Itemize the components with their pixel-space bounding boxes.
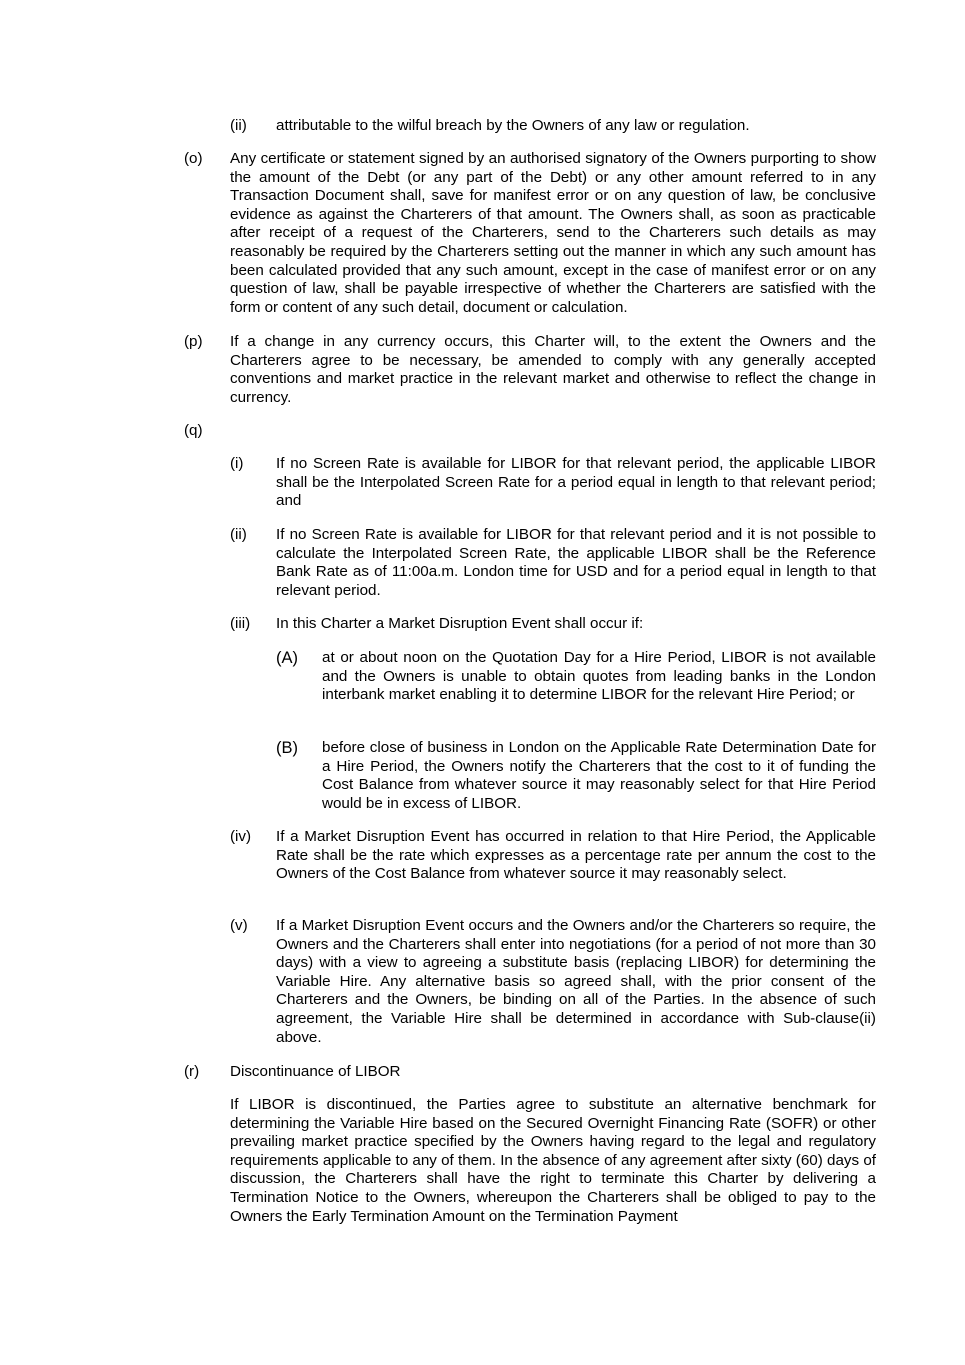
clause-r-text: If LIBOR is discontinued, the Parties agree to substitute an alternative benchmark for determining the Variable Hire based on the Secured Overnight Financing Rate (SOFR) or other prevailing market practice specified by the Owners having regard to the legal and regulatory requirements applicable to any of them. In the absence of any agreement after sixty (60) days of discussion, the Charterers shall have the right to terminate this Charter by delivering a Termination Notice to the Owners, whereupon the Charterers shall be obliged to pay to the Owners the Early Termination Amount on the Termination Payment (230, 1096, 876, 1225)
clause-label: (q) (184, 422, 203, 439)
clause-text: Any certificate or statement signed by an authorised signatory of the Owners purporting to show the amount of the Debt (or any part of the Debt) or any other amount referred to in any Transaction Document shall, save for manifest error or on any question of law, be conclusive evidence as against the Charterers of that amount. The Owners shall, as soon as practicable after receipt of a request of the Charterers, send to the Charterers such details as may reasonably be required by the Charterers setting out the manner in which any such amount has been calculated provided that any such amount, except in the case of manifest error or on any question of law, shall be payable irrespective of whether the Charterers are satisfied with the form or content of any such detail, document or calculation. (230, 150, 876, 316)
subitem-text: at or about noon on the Quotation Day for a Hire Period, LIBOR is not available and the Owners is unable to obtain quotes from leading banks in the London interbank market enabling it to determine LIBOR for the relevant Hire Period; or (322, 649, 876, 704)
item-text: If a Market Disruption Event occurs and the Owners and/or the Charterers so require, the Owners and the Charterers shall enter into negotiations (for a period of not more than 30 days) with a view to agreeing a substitute basis (replacing LIBOR) for determining the Variable Hire. Any alternative basis so agreed shall, with the prior consent of the Charterers and the Owners, be binding on all of the Parties. In the absence of such agreement, the Variable Hire shall be determined in accordance with Sub-clause(ii) above. (276, 917, 876, 1046)
item-text: If a Market Disruption Event has occurred in relation to that Hire Period, the Applicable Rate shall be the rate which expresses as a percentage rate per annum the cost to the Owners of the Cost Balance from whatever source it may reasonably select. (276, 828, 876, 883)
subitem-label: (A) (276, 649, 298, 667)
item-label: (ii) (230, 526, 247, 543)
item-text: If no Screen Rate is available for LIBOR for that relevant period and it is not possible to calculate the Interpolated Screen Rate, the applicable LIBOR shall be the Reference Bank Rate as of 11:00a.m. London time for USD and for a period equal in length to that relevant period. (276, 526, 876, 599)
item-label: (v) (230, 917, 248, 934)
clause-text: If a change in any currency occurs, this Charter will, to the extent the Owners and the Charterers agree to be necessary, be amended to comply with any generally accepted conventions and market practice in the relevant market and otherwise to reflect the change in currency. (230, 333, 876, 406)
subitem-label: (B) (276, 739, 298, 757)
item-label: (ii) (230, 117, 247, 134)
item-label: (iv) (230, 828, 252, 845)
clause-heading: Discontinuance of LIBOR (230, 1063, 401, 1080)
subitem-text: before close of business in London on the Applicable Rate Determination Date for a Hire Period, the Owners notify the Charterers that the cost to it of funding the Cost Balance from whatever source it may reasonably select for that Hire Period would be in excess of LIBOR. (322, 739, 876, 812)
item-label: (i) (230, 455, 244, 472)
clause-label: (o) (184, 150, 203, 167)
item-text: In this Charter a Market Disruption Event shall occur if: (276, 615, 644, 632)
clause-label: (r) (184, 1063, 200, 1080)
item-label: (iii) (230, 615, 251, 632)
clause-label: (p) (184, 333, 203, 350)
item-text: If no Screen Rate is available for LIBOR for that relevant period, the applicable LIBOR shall be the Interpolated Screen Rate for a period equal in length to that relevant period; and (276, 455, 876, 510)
item-text: attributable to the wilful breach by the Owners of any law or regulation. (276, 117, 750, 134)
